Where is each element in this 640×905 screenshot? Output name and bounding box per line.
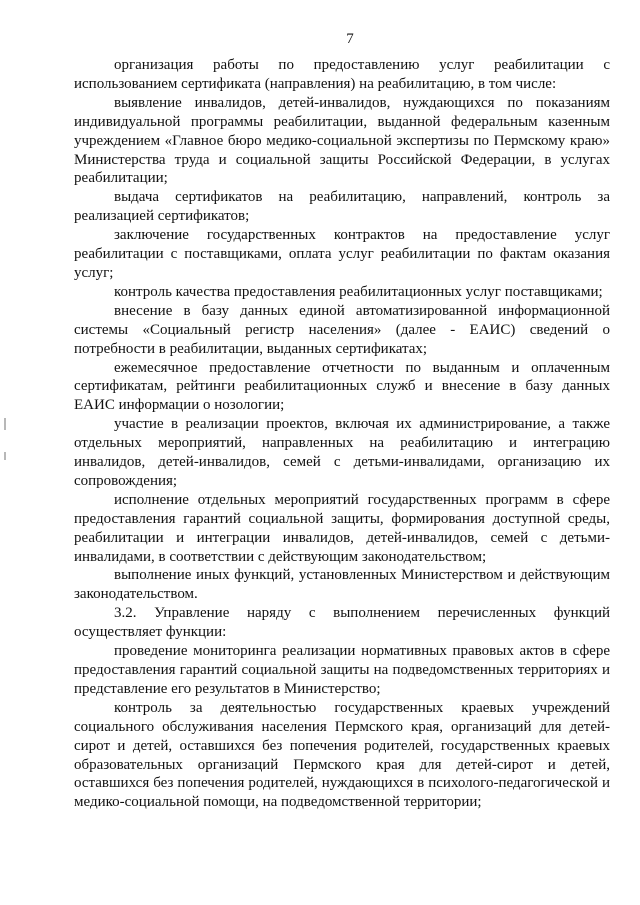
scan-margin-mark (4, 452, 6, 460)
paragraph: организация работы по предоставлению услуг реабилитации с использованием сертификата (направления) на реабилитацию, в том числе: (74, 57, 610, 92)
scan-margin-mark (4, 418, 6, 430)
paragraph: 3.2. Управление наряду с выполнением перечисленных функций осуществляет функции: (74, 605, 610, 641)
paragraph: ежемесячное предоставление отчетности по выданным и оплаченным сертификатам, рейтинги реабилитационных служб и внесение в базу данных ЕАИС информации о нозологии; (74, 359, 610, 414)
paragraph: выдача сертификатов на реабилитацию, направлений, контроль за реализацией сертификатов; (74, 189, 610, 225)
paragraph: выполнение иных функций, установленных Министерством и действующим законодательством. (74, 567, 610, 603)
paragraph: контроль качества предоставления реабилитационных услуг поставщиками; (114, 283, 603, 300)
paragraph: исполнение отдельных мероприятий государственных программ в сфере предоставления гарантий социальной защиты, формирования доступной среды, реабилитации и интеграции инвалидов, детей-инвалидов, семей с детьми-инвалидами, в соответствии с действующим законодательством; (74, 491, 610, 565)
paragraph: заключение государственных контрактов на предоставление услуг реабилитации с поставщиками, оплата услуг реабилитации по фактам оказания услуг; (74, 227, 610, 281)
paragraph: участие в реализации проектов, включая их администрирование, а также отдельных мероприятий, направленных на реабилитацию и интеграцию инвалидов, детей-инвалидов, семей с детьми-инвалидами, организацию их сопровождения; (74, 416, 610, 489)
paragraph: внесение в базу данных единой автоматизированной информационной системы «Социальный регистр населения» (далее - ЕАИС) сведений о потребности в реабилитации, выданных сертификатах; (74, 302, 610, 357)
document-body (74, 56, 610, 812)
page-number: 7 (346, 31, 354, 47)
paragraph: выявление инвалидов, детей-инвалидов, нуждающихся по показаниям индивидуальной программы реабилитации, выданной федеральным казенным учреждением «Главное бюро медико-социальной экспертизы по Пермскому краю» Министерства труда и социальной защиты Российской Федерации, в услугах реабилитации; (74, 94, 610, 187)
paragraph: контроль за деятельностью государственных краевых учреждений социального обслуживания населения Пермского края, организаций для детей-сирот и детей, оставшихся без попечения родителей, государственных краевых образовательных организаций Пермского края для детей-сирот и детей, оставшихся без попечения родителей, нуждающихся в психолого-педагогической и медико-социальной помощи, на подведомственной территории; (74, 699, 610, 811)
paragraph: проведение мониторинга реализации нормативных правовых актов в сфере предоставления гарантий социальной защиты на подведомственных территориях и представление его результатов в Министерство; (74, 643, 610, 697)
